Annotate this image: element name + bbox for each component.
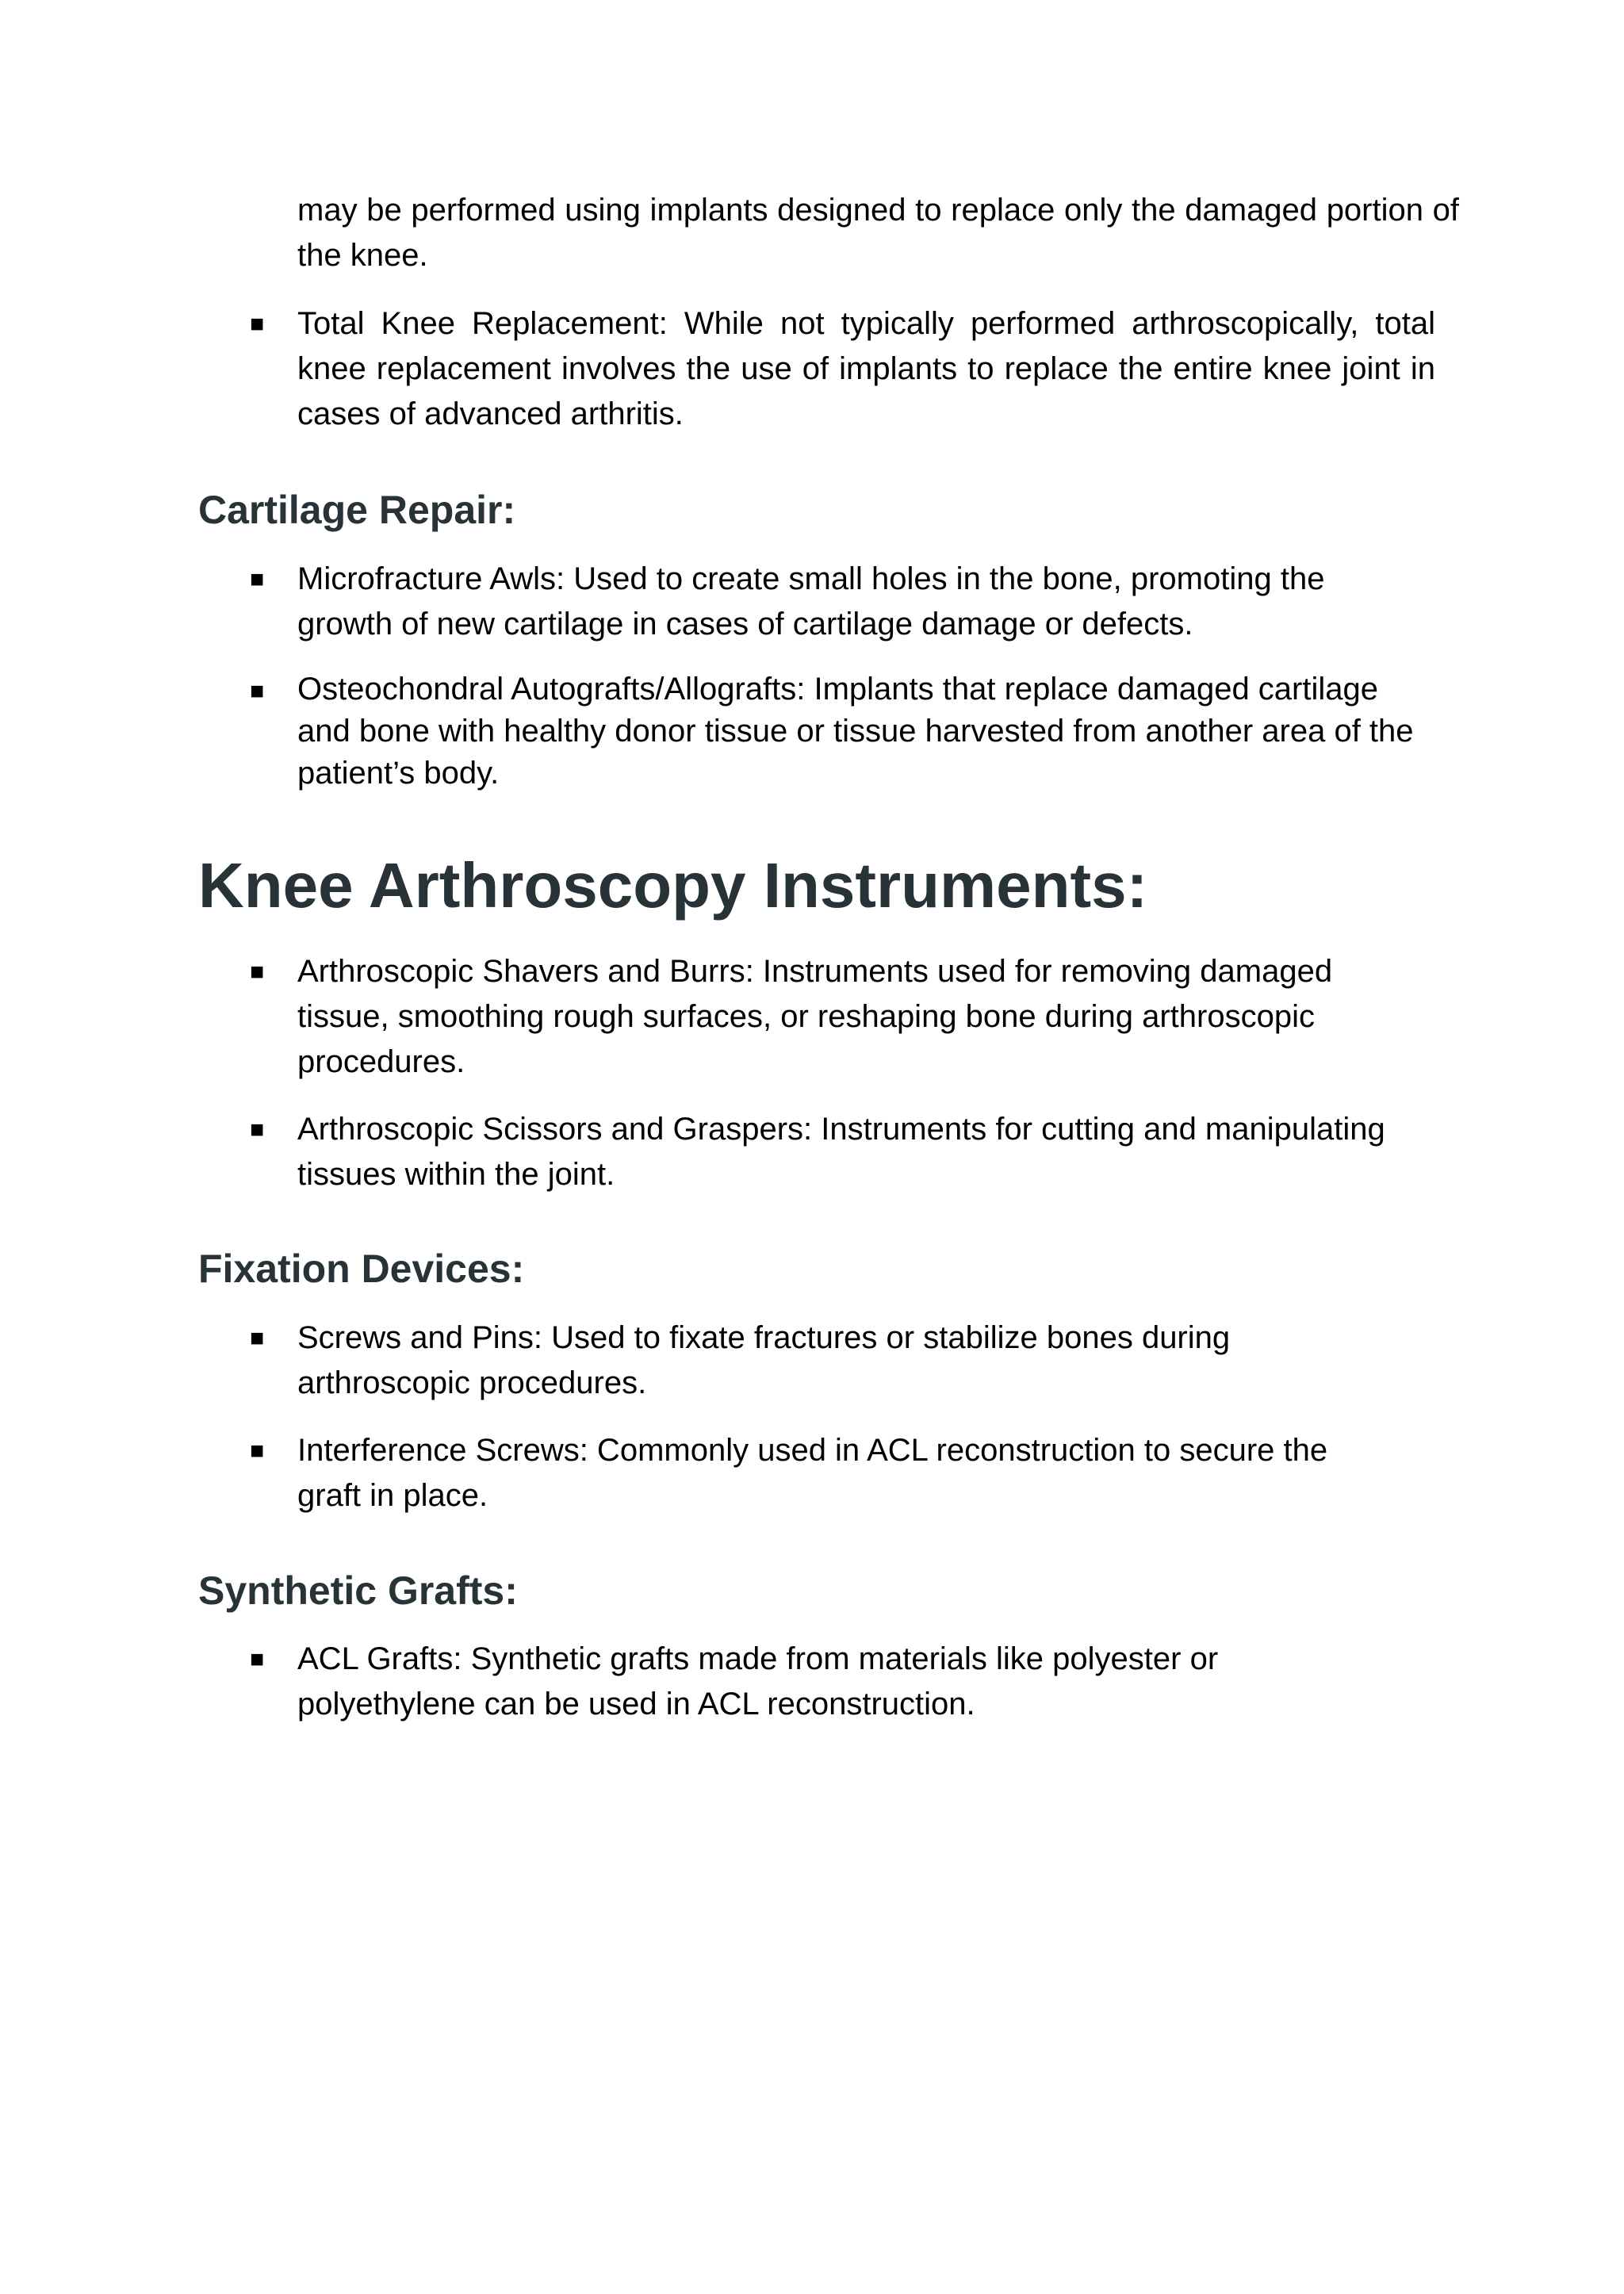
section-heading-cartilage	[198, 486, 1435, 534]
section-heading-synthetic	[198, 1567, 1435, 1614]
list-item-text: Microfracture Awls: Used to create small holes in the bone, promoting the growth of new cartilage in cases of cartilage damage or defects.	[297, 561, 1325, 641]
main-heading-instruments	[198, 850, 1435, 921]
list-item	[198, 1637, 1435, 1727]
section-heading-fixation	[198, 1245, 1435, 1293]
list-item	[198, 668, 1435, 795]
list-item	[198, 1316, 1435, 1406]
page-heading: Knee Arthroscopy Instruments:	[198, 850, 1148, 921]
bullet-icon: ■	[250, 566, 265, 592]
list-item-text: Arthroscopic Scissors and Graspers: Instruments for cutting and manipulating tissues within the joint.	[297, 1112, 1385, 1192]
list-item-text: Screws and Pins: Used to fixate fractures or stabilize bones during arthroscopic procedures.	[297, 1320, 1231, 1400]
list-item-text: Total Knee Replacement: While not typically performed arthroscopically, total knee replacement involves the use of implants to replace the entire knee joint in cases of advanced arthritis.	[297, 306, 1435, 431]
list-item	[198, 557, 1435, 647]
list-item-total-knee	[198, 301, 1435, 437]
list-item-text: Osteochondral Autografts/Allografts: Implants that replace damaged cartilage and bone with healthy donor tissue or tissue harvested from another area of the patient’s body.	[297, 672, 1414, 791]
list-item	[198, 1107, 1435, 1197]
bullet-icon: ■	[250, 959, 265, 985]
list-item-text: Interference Screws: Commonly used in ACL reconstruction to secure the graft in place.	[297, 1433, 1328, 1513]
section-heading: Cartilage Repair:	[198, 488, 516, 532]
bullet-icon: ■	[250, 1325, 265, 1351]
bullet-icon: ■	[250, 678, 265, 704]
list-item-text: ACL Grafts: Synthetic grafts made from materials like polyester or polyethylene can be used in ACL reconstruction.	[297, 1641, 1219, 1721]
continuation-text: may be performed using implants designed to replace only the damaged portion of the knee.	[297, 193, 1459, 273]
continuation-paragraph	[198, 188, 1459, 278]
bullet-icon: ■	[250, 1116, 265, 1143]
section-heading: Synthetic Grafts:	[198, 1568, 518, 1613]
bullet-icon: ■	[250, 1438, 265, 1464]
list-item	[198, 949, 1435, 1085]
list-item	[198, 1428, 1435, 1518]
list-item-text: Arthroscopic Shavers and Burrs: Instruments used for removing damaged tissue, smoothing rough surfaces, or reshaping bone during arthroscopic procedures.	[297, 954, 1333, 1079]
bullet-icon: ■	[250, 1646, 265, 1672]
section-heading: Fixation Devices:	[198, 1247, 525, 1291]
bullet-icon: ■	[250, 311, 265, 337]
